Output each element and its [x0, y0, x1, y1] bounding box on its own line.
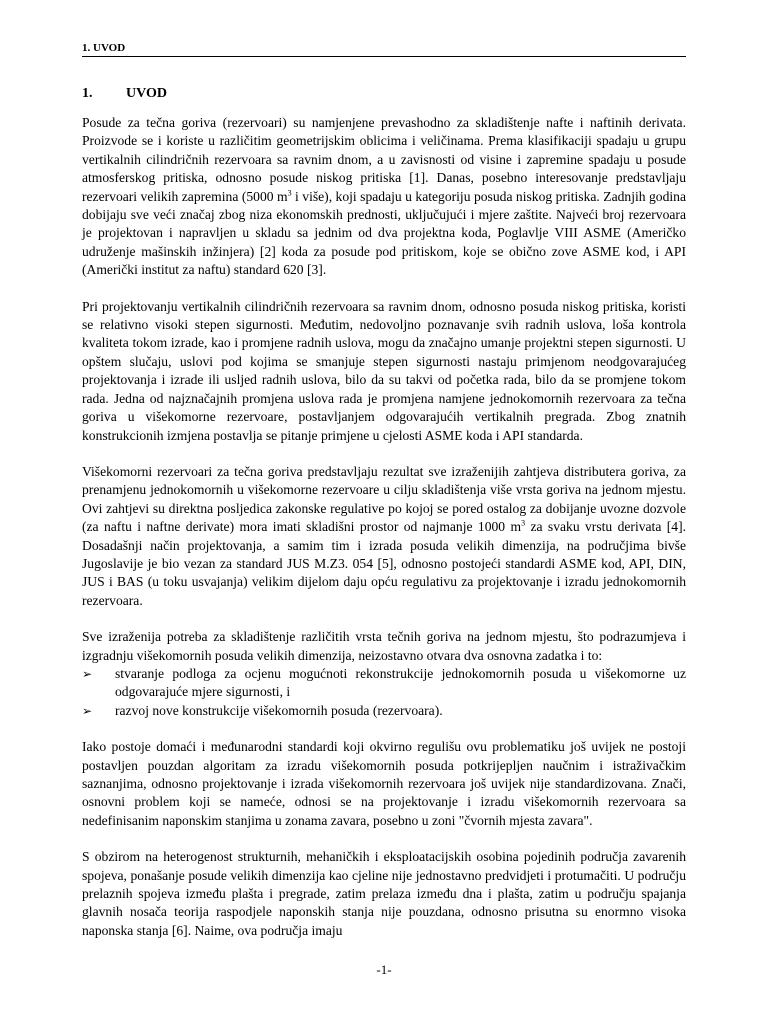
arrow-bullet-icon: ➢ — [82, 703, 93, 718]
superscript: 3 — [287, 188, 292, 198]
chapter-heading: UVOD — [126, 86, 167, 101]
chapter-number: 1. — [82, 86, 93, 101]
paragraph-1: Posude za tečna goriva (rezervoari) su namjenjene prevashodno za skladištenje nafte i naftinih derivata. Proizvode se i koriste u različitim geometrijskim oblicima i veličinama. Prema klasifikaciji spadaju u grupu vertikalnih cilindričnih rezervoara sa ravnim dnom, a u zavisnosti od visine i zapremine spadaju u posude atmosferskog pritiska, odnosno posude niskog pritiska [1]. Danas, posebno interesovanje predstavljaju rezervoari velikih zapremina (5000 $m^3$ i više), koji spadaju u kategoriju posuda niskog pritiska. Zadnjih godina dobijaju sve veći značaj zbog niza ekonomskih prednosti, uključujući i mjere zaštite. Najveći broj rezervoara je projektovan i napravljen u skladu sa jednim od dva projektna koda, Poglavlje VIII ASME (Američko udruženje mašinskih inžinjera) [2] koda za posude pod pritiskom, koje se obično zove ASME kod, i API (Američki institut za naftu) standard 620 [3]. — [82, 115, 687, 278]
arrow-bullet-icon: ➢ — [82, 666, 93, 681]
document-page — [82, 0, 686, 1024]
superscript: 3 — [521, 518, 526, 528]
page-number: -1- — [376, 962, 392, 977]
paragraph-2: Pri projektovanju vertikalnih cilindričnih rezervoara sa ravnim dnom, odnosno posuda niskog pritiska, koristi se relativno visoki stepen sigurnosti. Međutim, nedovoljno poznavanje svih radnih uslova, loša kontrola kvaliteta tokom izrade, kao i promjene radnih uslova, mogu da značajno umanje projektni stepen sigurnosti. U opštem slučaju, uslovi pod kojima se smanjuje stepen sigurnosti nastaju primjenom neodgovarajućeg projektovanja i izrade ili usljed radnih uslova, bilo da su takvi od početka rada, bilo da se promjene tokom rada. Jedna od najznačajnih promjena uslova rada je promjena namjene jednokomornih rezervoara za tečna goriva u višekomorne rezervoare, postavljanjem odgovarajućih vertikalnih pregrada. Zbog znatnih konstrukcionih izmjena postavlja se pitanje primjene u cjelosti ASME koda i API standarda. — [82, 298, 686, 443]
running-header: 1. UVOD — [82, 42, 686, 57]
paragraph-4: Sve izraženija potreba za skladištenje različitih vrsta tečnih goriva na jednom mjestu, što podrazumjeva i izgradnju višekomornih posuda velikih dimenzija, neizostavno otvara dva osnovna zadatka i to: — [82, 629, 686, 663]
bullet-list — [82, 665, 686, 720]
chapter-title — [82, 86, 167, 102]
list-item: ➢ stvaranje podloga za ocjenu mogućnoti rekonstrukcije jednokomornih posuda u višekomorne uz odgovarajuće mjere sigurnosti, i — [82, 665, 686, 700]
paragraph-6: S obzirom na heterogenost strukturnih, mehaničkih i eksploatacijskih osobina pojedinih područja zavarenih spojeva, ponašanje posude velikih dimenzija kao cjeline nije jednostavno predvidjeti i protumačiti. U području prelaznih spojeva između plašta i pregrade, zatim prelaza između dna i plašta, zatim u području spajanja glavnih nosača teorija raspodjele naponskih stanja nije pouzdana, odnosno prisutna su enormno visoka naponska stanja [6]. Naime, ova područja imaju — [82, 849, 686, 938]
list-item: ➢ razvoj nove konstrukcije višekomornih posuda (rezervoara). — [82, 702, 686, 720]
paragraph-5: Iako postoje domaći i međunarodni standardi koji okvirno regulišu ovu problematiku još uvijek ne postoji postavljen pouzdan algoritam za izradu višekomornih posuda potkrijepljen naučnim i istraživačkim saznanjima, odnosno projektovanje i izrada višekomornih rezervoara još uvijek nije standardizovana. Znači, osnovni problem koji se nameće, odnosi se na projektovanje i izradu višekomornih rezervoara sa nedefinisanim naponskim stanjima u zonama zavara, posebno u zoni "čvornih mjesta zavara". — [82, 739, 686, 828]
paragraph-3: Višekomorni rezervoari za tečna goriva predstavljaju rezultat sve izraženijih zahtjeva distributera goriva, za prenamjenu jednokomornih u višekomorne rezervoare u cilju skladištenja više vrsta goriva na jednom mjestu. Ovi zahtjevi su direktna posljedica zakonske regulative po kojoj se pored ostalog za dobijanje uvozne dozvole (za naftu i naftne derivate) mora imati skladišni prostor od najmanje 1000 $m^3$ za svaku vrstu derivata [4]. Dosadašnji način projektovanja, a samim tim i izrada posuda velikih dimenzija, na područjima bivše Jugoslavije je bio vezan za standard JUS M.Z3. 054 [5], odnosno postojeći standardi ASME kod, API, DIN, JUS i BAS (u toku usvajanja) velikim dijelom daju opću regulativu za projektovanje i izradu jednokomornih rezervoara. — [82, 463, 686, 608]
body-text — [82, 114, 686, 958]
